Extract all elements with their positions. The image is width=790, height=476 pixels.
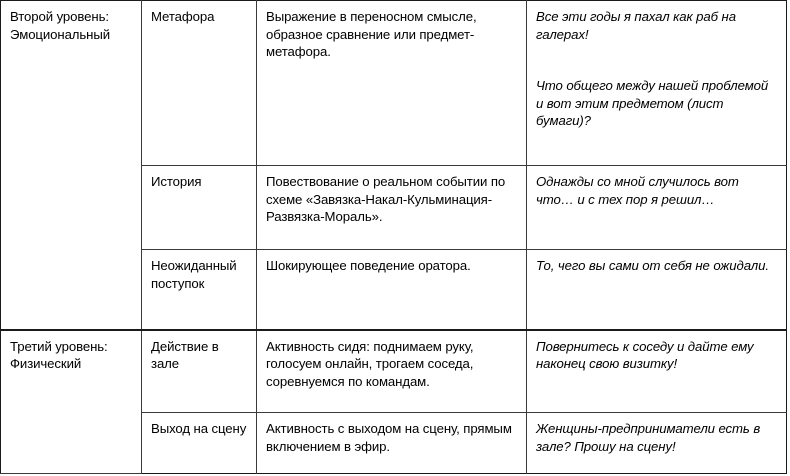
level-label-line1: Второй уровень:: [10, 9, 109, 24]
description-cell-stage-entry: Активность с выходом на сцену, прямым включением в эфир.: [257, 413, 527, 474]
example-text-first: Женщины-предприниматели есть в зале? Прошу на сцену!: [536, 421, 761, 454]
tool-cell-story: История: [142, 166, 257, 250]
tool-cell-metaphor: Метафора: [142, 1, 257, 166]
description-cell-metaphor: Выражение в переносном смысле, образное сравнение или предмет-метафора.: [257, 1, 527, 166]
tool-cell-stage-entry: Выход на сцену: [142, 413, 257, 474]
description-cell-hall-action: Активность сидя: поднимаем руку, голосуем онлайн, трогаем соседа, соревнуемся по командам.: [257, 330, 527, 413]
table-row: [1, 1, 787, 166]
level-label-line2: Эмоциональный: [10, 26, 110, 42]
description-cell-unexpected-act: Шокирующее поведение оратора.: [257, 250, 527, 330]
example-text-first: Все эти годы я пахал как раб на галерах!: [536, 9, 736, 42]
level-label-line1: Третий уровень:: [10, 338, 108, 354]
example-cell-story: [527, 166, 787, 250]
example-cell-unexpected-act: [527, 250, 787, 330]
example-cell-metaphor: [527, 1, 787, 166]
tool-cell-hall-action: Действие в зале: [142, 330, 257, 413]
description-cell-story: Повествование о реальном событии по схеме «Завязка-Накал-Кульминация-Развязка-Мораль».: [257, 166, 527, 250]
example-cell-hall-action: [527, 330, 787, 413]
level-cell-physical: [1, 330, 142, 474]
table-row: [1, 330, 787, 413]
level-label-line2: Физический: [10, 356, 82, 372]
example-text-second: Что общего между нашей проблемой и вот этим предметом (лист бумаги)?: [536, 78, 769, 129]
example-spacer: [536, 43, 777, 77]
example-text-first: То, чего вы сами от себя не ожидали.: [536, 258, 769, 273]
level-cell-emotional: [1, 1, 142, 330]
example-cell-stage-entry: [527, 413, 787, 474]
example-text-first: Однажды со мной случилось вот что… и с тех пор я решил…: [536, 174, 739, 207]
tool-cell-unexpected-act: Неожиданный поступок: [142, 250, 257, 330]
example-text-first: Повернитесь к соседу и дайте ему наконец свою визитку!: [536, 338, 754, 372]
